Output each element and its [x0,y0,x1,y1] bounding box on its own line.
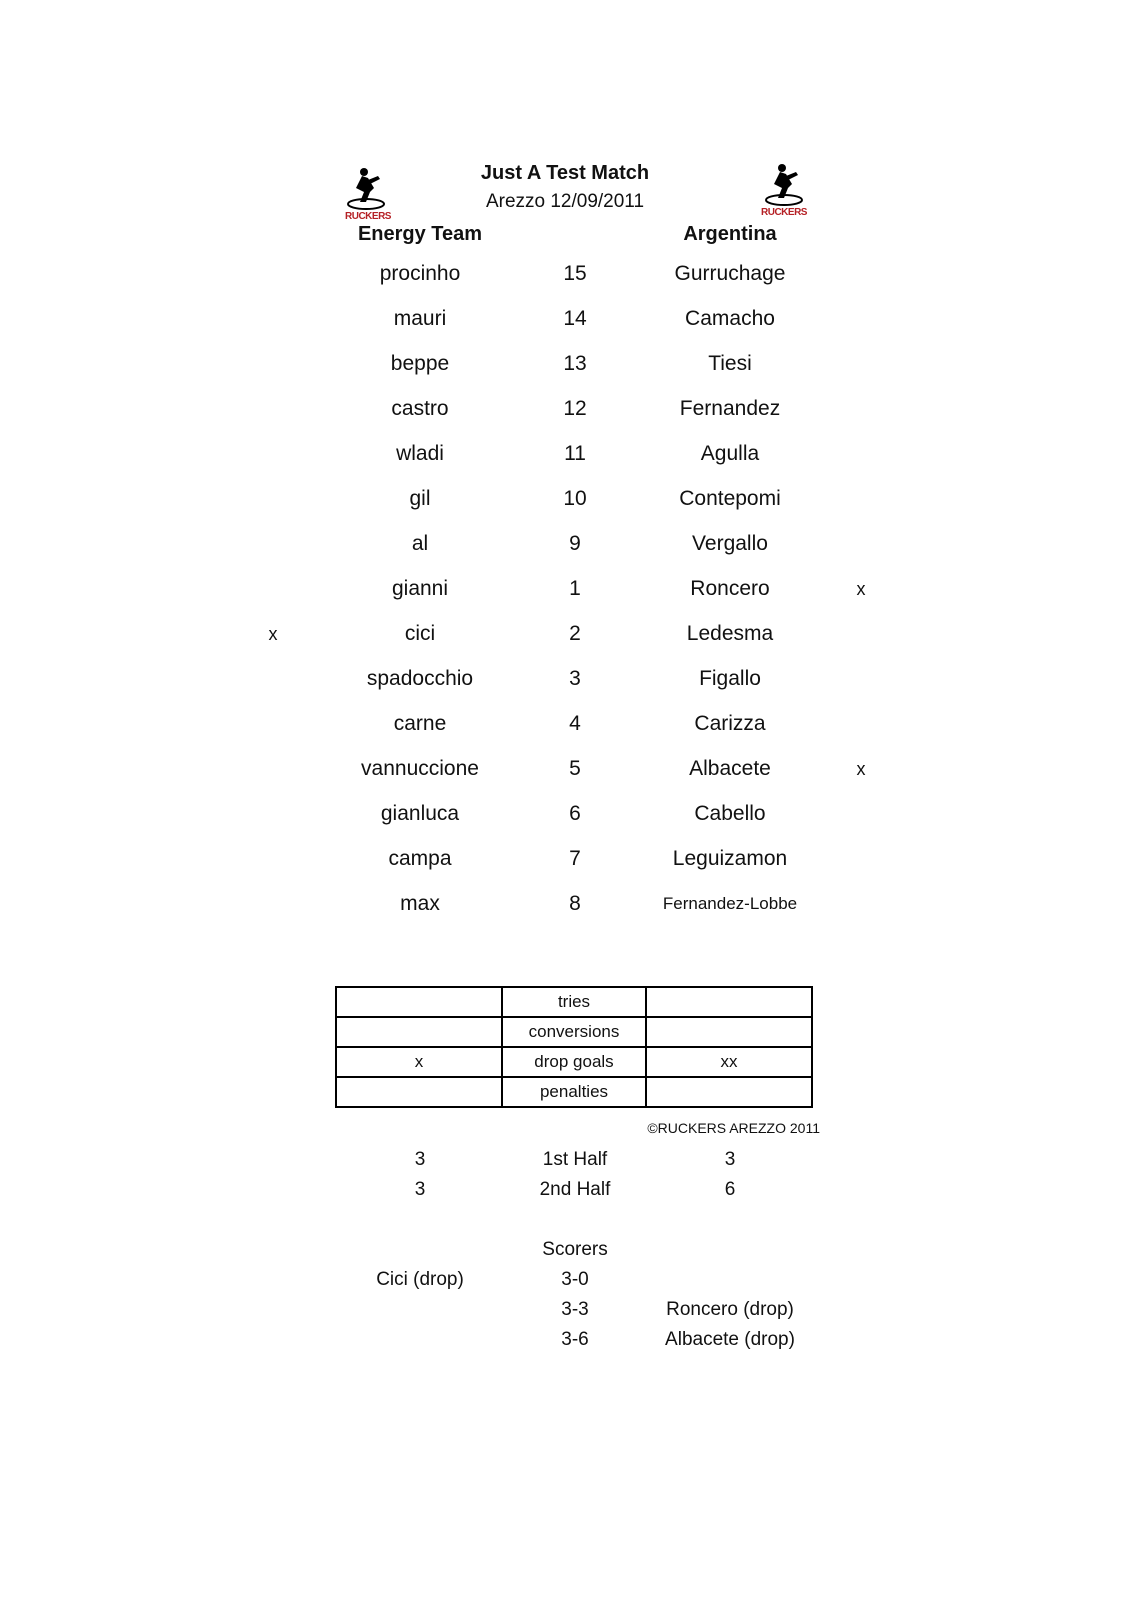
scorer-score: 3-0 [561,1269,589,1290]
player-left: campa [388,847,452,870]
player-right: Roncero [690,577,770,600]
player-left: spadocchio [366,667,474,690]
stat-left [336,1017,502,1047]
player-right: Gurruchage [674,262,786,285]
logo-text: RUCKERS [761,207,807,218]
position-number: 3 [569,667,581,690]
stat-label: penalties [502,1077,646,1107]
position-number: 2 [569,622,581,645]
scorer-right: Roncero (drop) [666,1299,794,1320]
player-left: carne [393,712,447,735]
stat-right: xx [646,1047,812,1077]
ruckers-logo-right [760,162,808,218]
copyright: ©RUCKERS AREZZO 2011 [647,1120,820,1136]
ruckers-logo-left [344,166,392,222]
player-right: Albacete [689,757,771,780]
mark-right: x [856,759,866,779]
scorer-left [320,1295,520,1325]
stat-left [336,1077,502,1107]
player-left: gianluca [380,802,460,825]
mark-right: x [856,579,866,599]
player-right: Vergallo [692,532,768,555]
scorers-title: Scorers [542,1239,608,1260]
player-left: gianni [391,577,449,600]
match-date: Arezzo 12/09/2011 [485,191,645,212]
team-right-name: Argentina [683,223,777,245]
player-right: Leguizamon [672,847,788,870]
player-left: beppe [390,352,450,375]
position-number: 7 [569,847,581,870]
player-right: Cabello [694,802,766,825]
player-right: Fernandez [679,397,781,420]
stat-right [646,1017,812,1047]
half-score-left: 3 [414,1179,426,1200]
scorer-right: Albacete (drop) [665,1329,795,1350]
player-left: max [400,892,440,915]
player-right: Carizza [694,712,766,735]
table-row [336,1077,812,1107]
player-left: gil [409,487,431,510]
position-number: 11 [564,442,586,465]
stat-label: conversions [502,1017,646,1047]
position-number: 10 [563,487,587,510]
table-row [336,1047,812,1077]
player-left: al [411,532,429,555]
half-score-left: 3 [414,1149,426,1170]
logo-text: RUCKERS [345,211,391,222]
position-number: 8 [569,892,581,915]
half-label: 1st Half [542,1149,608,1170]
position-number: 12 [563,397,587,420]
player-left: wladi [396,442,444,465]
half-score-right: 3 [724,1149,736,1170]
table-row [336,1017,812,1047]
scorer-score: 3-6 [561,1329,589,1350]
position-number: 9 [569,532,581,555]
player-right: Camacho [685,307,775,330]
player-right: Ledesma [686,622,774,645]
player-left: vannuccione [361,757,479,780]
rugby-player-icon [760,162,808,206]
rugby-player-icon [344,166,392,210]
table-row [336,987,812,1017]
mark-left: x [268,624,278,644]
half-score-right: 6 [724,1179,736,1200]
stat-left [336,987,502,1017]
half-label: 2nd Half [539,1179,611,1200]
player-right: Figallo [699,667,761,690]
scorer-score: 3-3 [561,1299,589,1320]
match-title: Just A Test Match [480,162,650,184]
stat-label: drop goals [502,1047,646,1077]
player-right: Tiesi [708,352,752,375]
position-number: 15 [563,262,587,285]
scorer-left: Cici (drop) [376,1269,464,1290]
position-number: 14 [563,307,587,330]
player-right: Agulla [700,442,760,465]
player-left: cici [404,622,436,645]
position-number: 1 [569,577,581,600]
player-left: procinho [379,262,461,285]
player-left: castro [391,397,449,420]
stat-label: tries [502,987,646,1017]
position-number: 4 [569,712,581,735]
scorer-left [320,1325,520,1355]
team-left-name: Energy Team [357,223,483,245]
position-number: 5 [569,757,581,780]
scorer-right [630,1265,830,1295]
stats-table [335,986,813,1108]
position-number: 6 [569,802,581,825]
stat-right [646,1077,812,1107]
stat-left: x [336,1047,502,1077]
position-number: 13 [563,352,587,375]
stat-right [646,987,812,1017]
player-left: mauri [393,307,447,330]
player-right: Contepomi [679,487,781,510]
player-right: Fernandez-Lobbe [662,894,798,913]
